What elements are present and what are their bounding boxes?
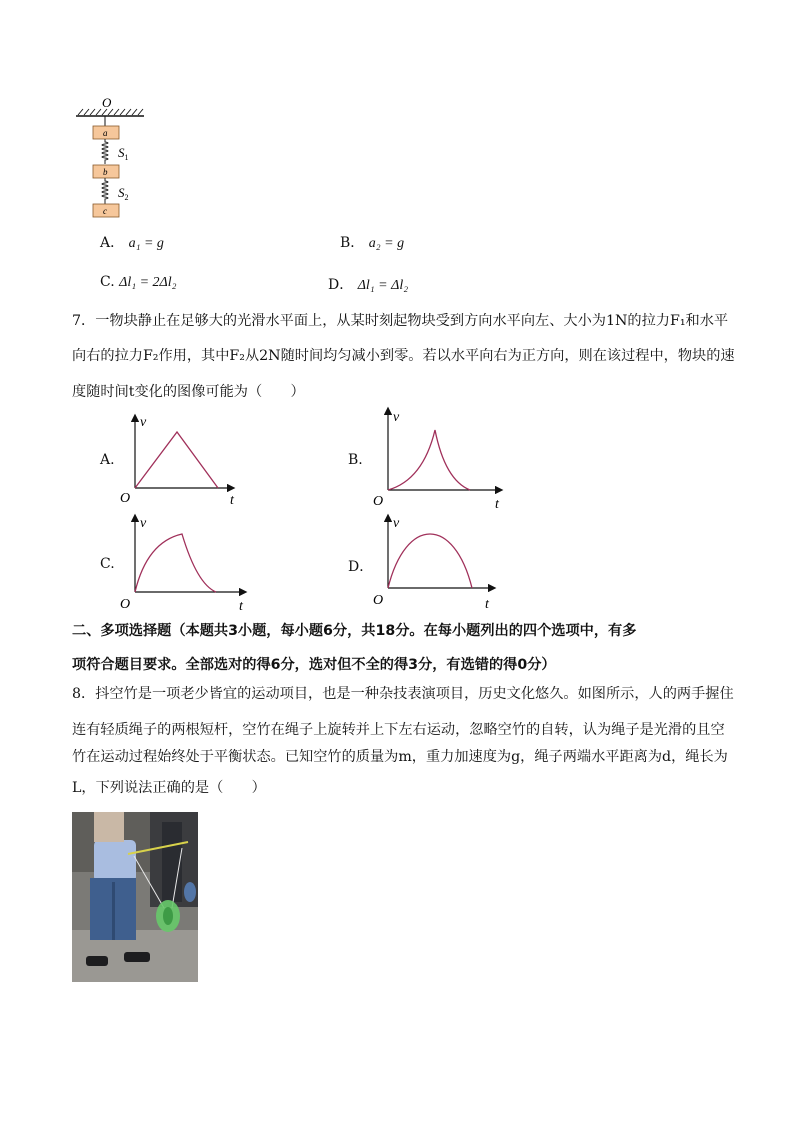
- x-axis-label: t: [495, 497, 499, 512]
- origin-label: O: [120, 491, 131, 506]
- spring-block-diagram: [70, 92, 180, 222]
- curve-d: [388, 534, 472, 588]
- origin-label: O: [120, 597, 131, 612]
- q7-line-2: 向右的拉力F₂作用，其中F₂从2N随时间均匀减小到零。若以水平向右为正方向，则在该过程中，物块的速: [72, 348, 735, 364]
- q7-line-3: 度随时间t变化的图像可能为（ ）: [72, 384, 305, 400]
- q7-graph-d[interactable]: [368, 512, 503, 614]
- x-axis-label: t: [485, 597, 489, 612]
- q7-graph-c[interactable]: [115, 512, 255, 614]
- curve-a: [135, 432, 218, 488]
- q7-graph-a[interactable]: [115, 410, 245, 510]
- svg-text:b: b: [103, 167, 108, 177]
- x-axis-label: t: [239, 599, 243, 614]
- spring-s2: [102, 178, 108, 204]
- spring-s1: [102, 139, 108, 164]
- pivot-label: O: [102, 95, 112, 110]
- origin-label: O: [373, 494, 384, 509]
- q7-graph-b[interactable]: [368, 404, 508, 514]
- q6-option-d[interactable]: D． Δl₁ = Δl₂: [328, 277, 409, 293]
- q7-option-d[interactable]: D．: [348, 559, 374, 575]
- curve-c: [135, 534, 216, 592]
- q7-option-b[interactable]: B.: [348, 452, 363, 468]
- y-axis-label: v: [393, 410, 400, 425]
- spring-s2-label: $S_2$: [118, 185, 129, 202]
- x-axis-label: t: [230, 493, 234, 508]
- svg-text:a: a: [103, 128, 108, 138]
- origin-label: O: [373, 593, 384, 608]
- q8-line-1: 8．抖空竹是一项老少皆宜的运动项目，也是一种杂技表演项目，历史文化悠久。如图所示，人的两手握住: [72, 686, 734, 702]
- svg-text:c: c: [103, 206, 107, 216]
- q6-option-a[interactable]: A． a₁ = g: [100, 235, 164, 251]
- y-axis-label: v: [140, 516, 147, 531]
- q6-option-b[interactable]: B． a₂ = g: [340, 235, 405, 251]
- q7-option-a[interactable]: A.: [100, 452, 115, 468]
- q8-line-4: L，下列说法正确的是（ ）: [72, 780, 266, 796]
- q8-line-3: 竹在运动过程始终处于平衡状态。已知空竹的质量为m，重力加速度为g，绳子两端水平距离为d，绳长为: [72, 749, 728, 765]
- q7-line-1: 7．一物块静止在足够大的光滑水平面上，从某时刻起物块受到方向水平向左、大小为1N的拉力F₁和水平: [72, 313, 729, 329]
- curve-b: [388, 430, 470, 490]
- diabolo-photo: [72, 812, 198, 982]
- section-2-heading-line-1: 二、多项选择题（本题共3小题，每小题6分，共18分。在每小题列出的四个选项中，有多: [72, 623, 637, 639]
- q8-line-2: 连有轻质绳子的两根短杆，空竹在绳子上旋转并上下左右运动，忽略空竹的自转，认为绳子是光滑的且空: [72, 722, 725, 738]
- q6-option-c[interactable]: C. Δl₁ = 2Δl₂: [100, 274, 177, 290]
- spring-s1-label: $S_1$: [118, 145, 129, 162]
- y-axis-label: v: [393, 516, 400, 531]
- y-axis-label: v: [140, 415, 147, 430]
- q7-option-c[interactable]: C.: [100, 556, 115, 572]
- section-2-heading-line-2: 项符合题目要求。全部选对的得6分，选对但不全的得3分，有选错的得0分）: [72, 657, 556, 673]
